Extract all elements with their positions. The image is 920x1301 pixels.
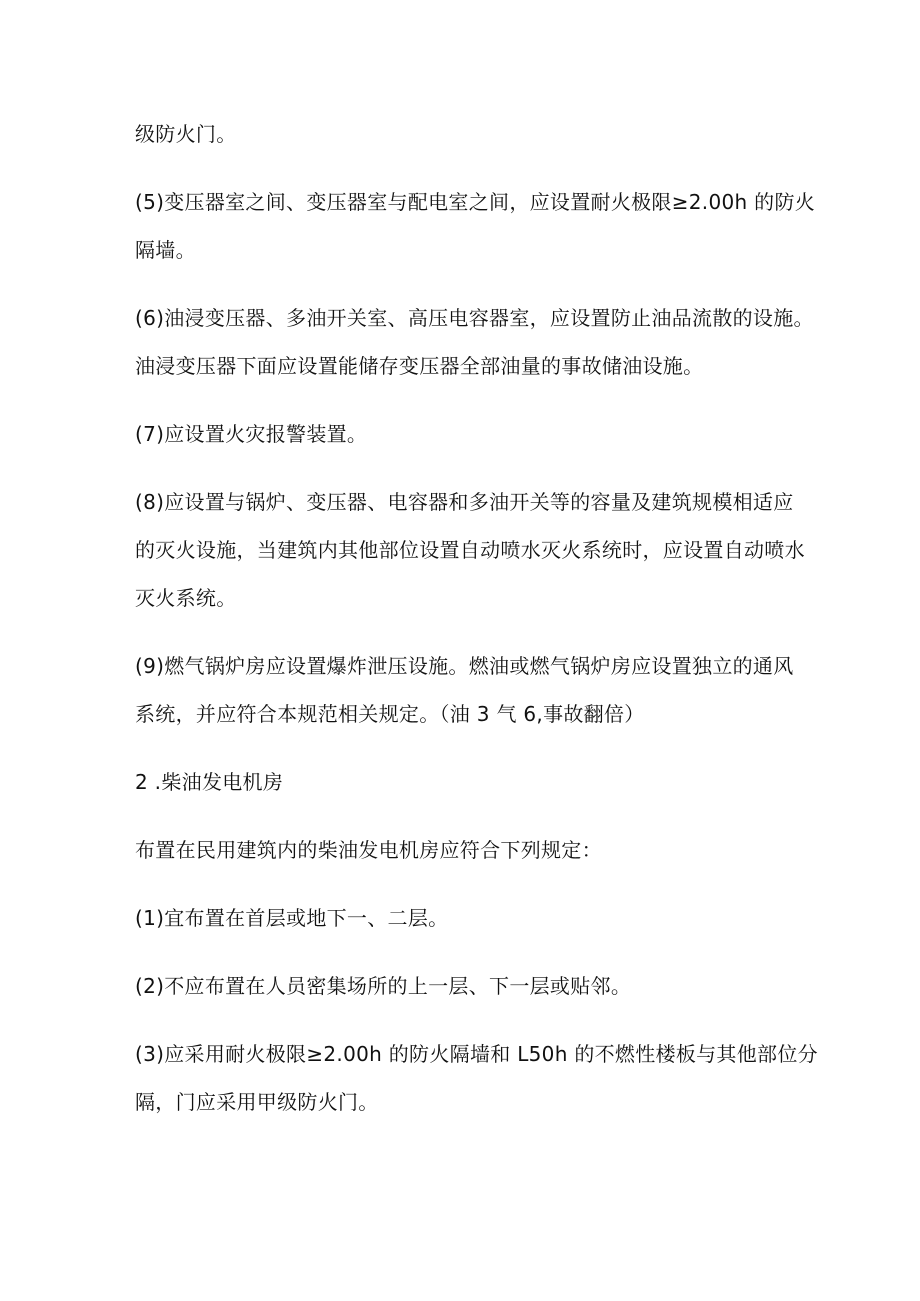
paragraph-item-7 [135, 410, 815, 458]
paragraph-item-8 [135, 478, 815, 622]
section-heading-diesel-generator-room [135, 758, 815, 806]
text-line: 系统，并应符合本规范相关规定。（油 3 气 6,事故翻倍） [135, 702, 645, 726]
text-line: (9)燃气锅炉房应设置爆炸泄压设施。燃油或燃气锅炉房应设置独立的通风 [135, 654, 794, 678]
text-line: (5)变压器室之间、变压器室与配电室之间，应设置耐火极限≥2.00h 的防火 [135, 190, 816, 214]
text-line: 隔墙。 [135, 238, 196, 262]
paragraph-rule-2 [135, 962, 815, 1010]
text-line: (6)油浸变压器、多油开关室、高压电容器室，应设置防止油品流散的设施。 [135, 306, 814, 330]
paragraph-intro [135, 826, 815, 874]
text-line: 2 .柴油发电机房 [135, 770, 284, 794]
paragraph-item-6 [135, 294, 815, 390]
text-line: 隔，门应采用甲级防火门。 [135, 1090, 379, 1114]
text-line: 级防火门。 [135, 122, 237, 146]
paragraph-rule-1 [135, 894, 815, 942]
text-line: 布置在民用建筑内的柴油发电机房应符合下列规定： [135, 838, 602, 862]
text-line: (1)宜布置在首层或地下一、二层。 [135, 906, 449, 930]
text-line: (3)应采用耐火极限≥2.00h 的防火隔墙和 L50h 的不燃性楼板与其他部位分 [135, 1042, 818, 1066]
document-body [135, 110, 818, 1146]
paragraph-item-9 [135, 642, 815, 738]
paragraph-item-5 [135, 178, 815, 274]
text-line: 油浸变压器下面应设置能储存变压器全部油量的事故储油设施。 [135, 354, 704, 378]
text-line: (2)不应布置在人员密集场所的上一层、下一层或贴邻。 [135, 974, 632, 998]
text-line: 灭火系统。 [135, 586, 237, 610]
text-line: (7)应设置火灾报警装置。 [135, 422, 368, 446]
paragraph-rule-3 [135, 1030, 818, 1126]
text-line: 的灭火设施，当建筑内其他部位设置自动喷水灭火系统时，应设置自动喷水 [135, 538, 805, 562]
paragraph-fire-door-end [135, 110, 815, 158]
text-line: (8)应设置与锅炉、变压器、电容器和多油开关等的容量及建筑规模相适应 [135, 490, 794, 514]
